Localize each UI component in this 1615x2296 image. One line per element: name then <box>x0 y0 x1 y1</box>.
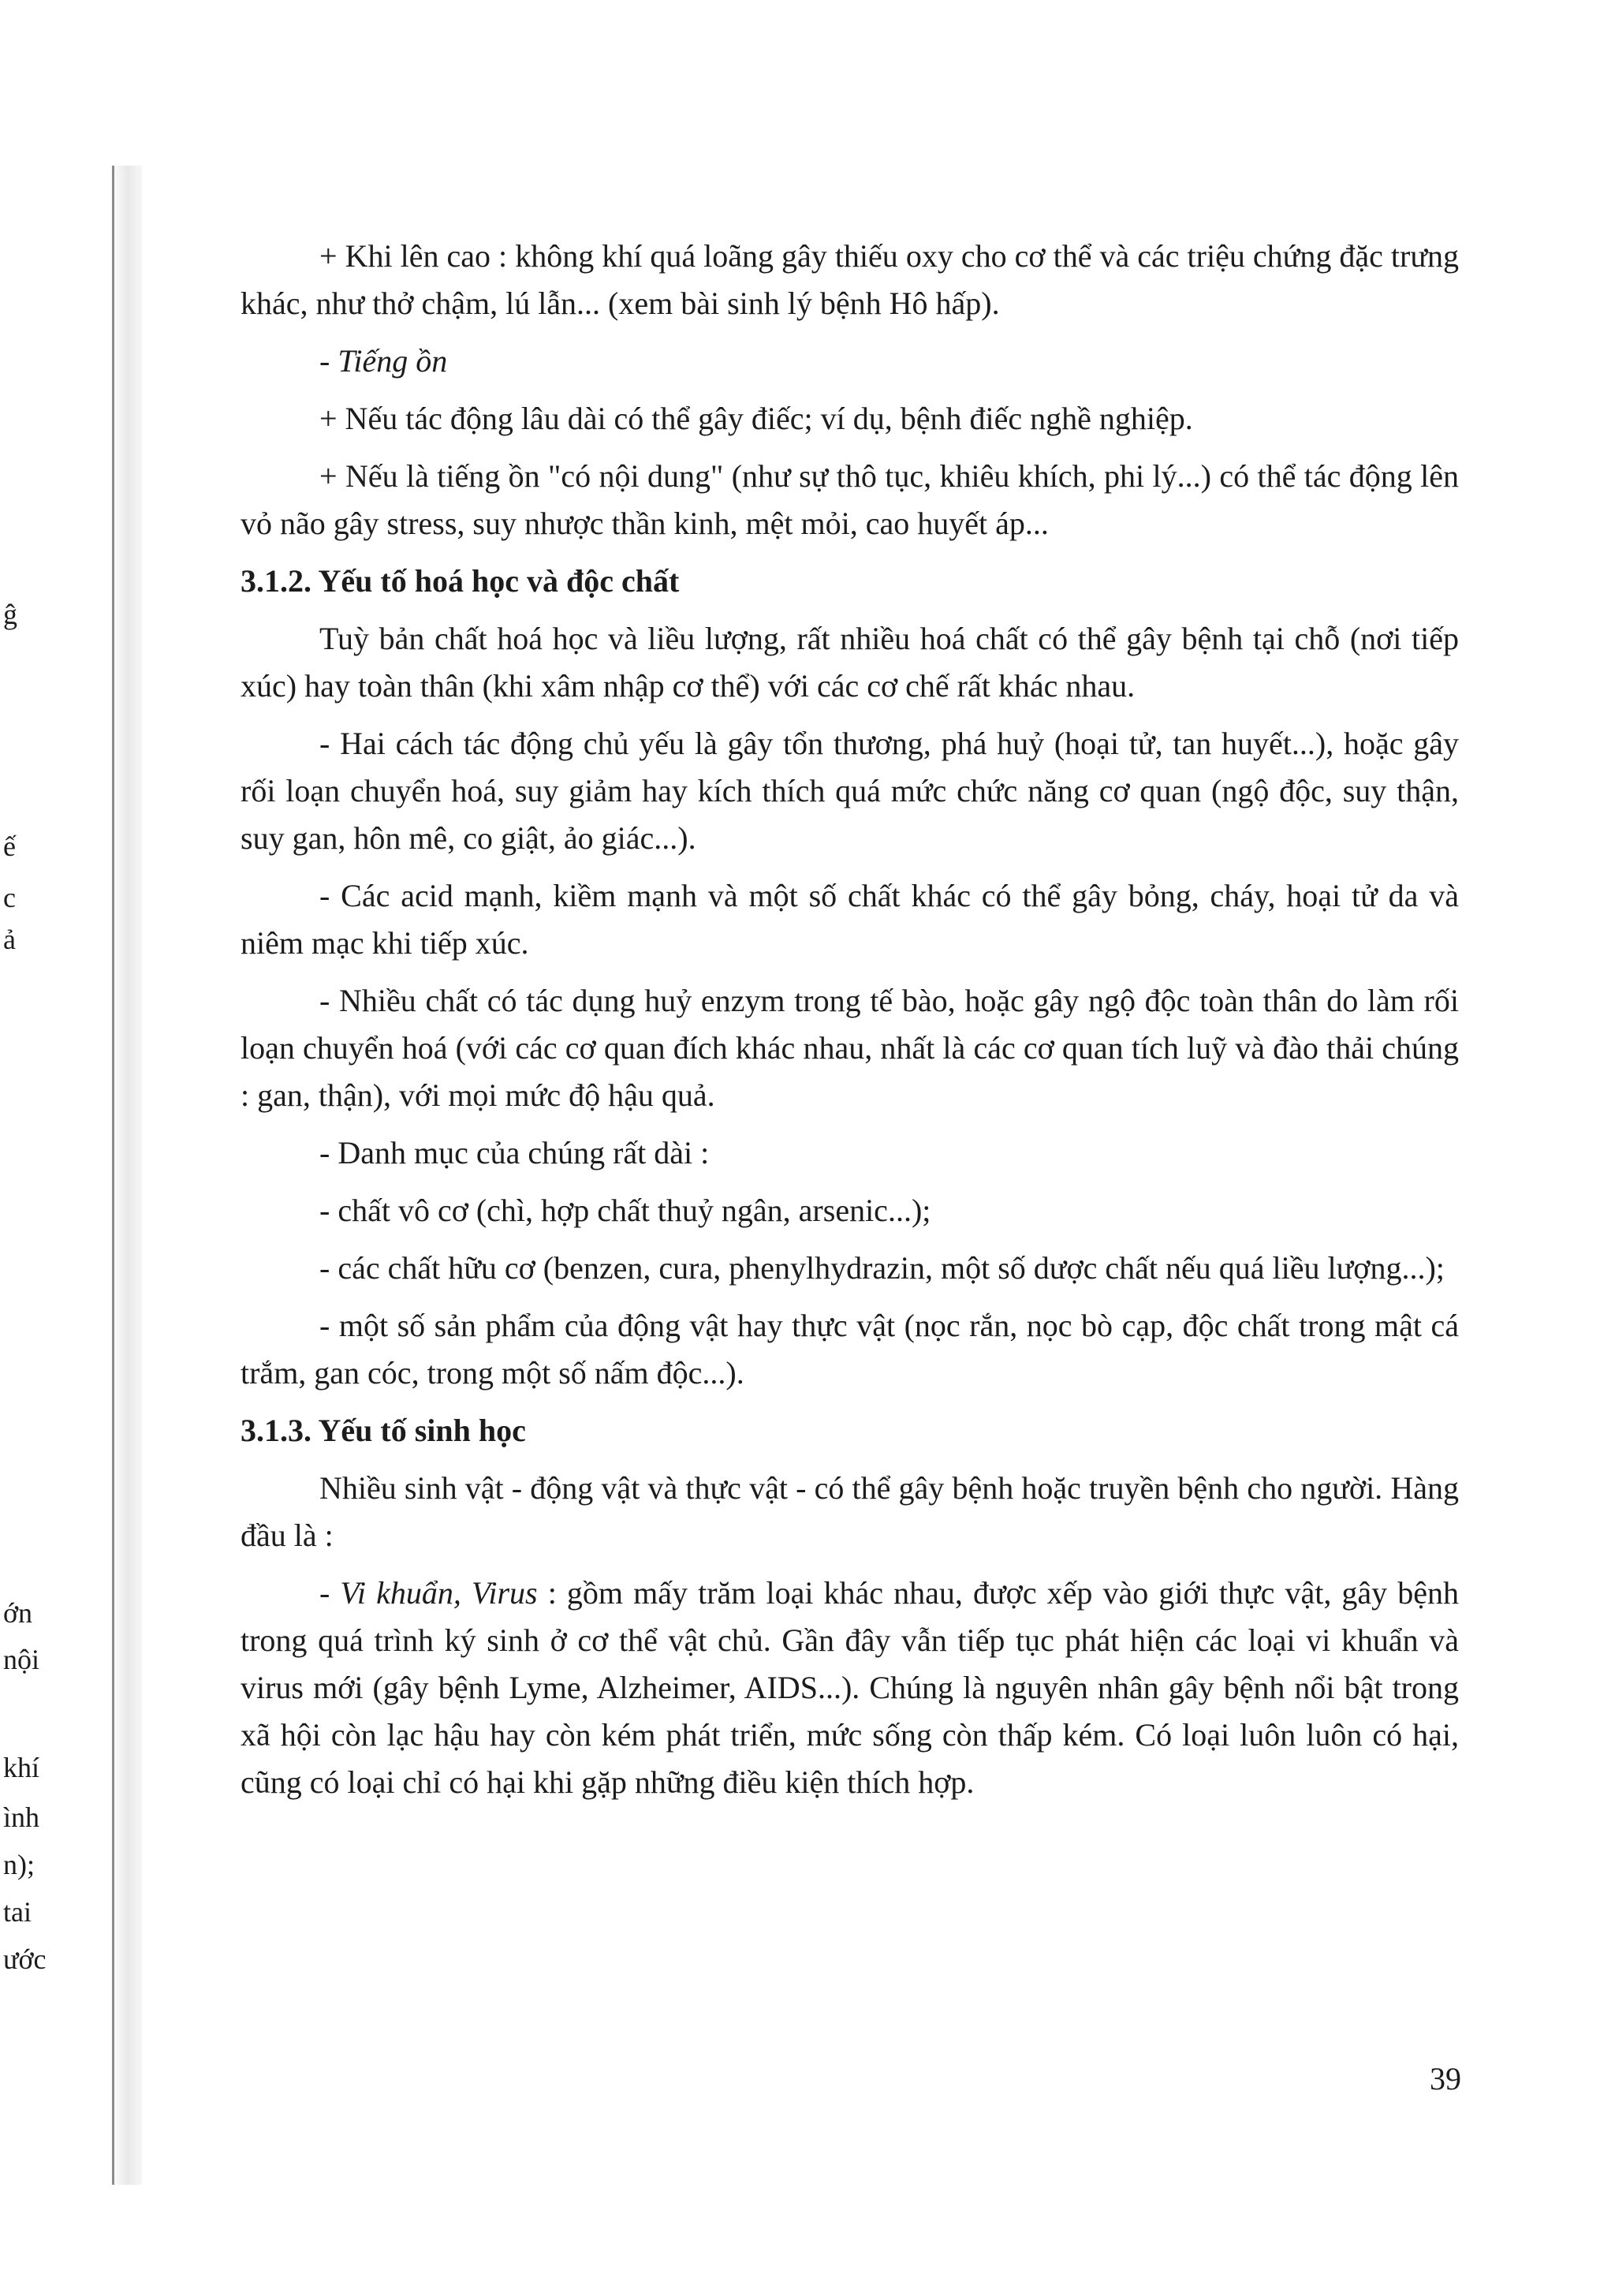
paragraph-noise-content: + Nếu là tiếng ồn "có nội dung" (như sự thô tục, khiêu khích, phi lý...) có thể tác động lên vỏ não gây stress, suy nhược thần kinh, mệt mỏi, cao huyết áp... <box>241 458 1459 541</box>
paragraph-biological-intro: Nhiều sinh vật - động vật và thực vật - có thể gây bệnh hoặc truyền bệnh cho người. Hàng đầu là : <box>241 1470 1459 1553</box>
list-item-organic: - các chất hữu cơ (benzen, cura, phenylhydrazin, một số dược chất nếu quá liều lượng...); <box>319 1250 1445 1286</box>
paragraph-chemical-mechanisms: - Hai cách tác động chủ yếu là gây tổn thương, phá huỷ (hoại tử, tan huyết...), hoặc gây rối loạn chuyển hoá, suy giảm hay kích thích quá mức chức năng cơ quan (ngộ độc, suy thận, suy gan, hôn mê, co giật, ảo giác...). <box>241 726 1459 856</box>
margin-fragment: c <box>3 882 16 913</box>
binding-shadow <box>110 166 142 2185</box>
margin-fragment: tai <box>3 1896 32 1928</box>
margin-fragment: n); <box>3 1849 35 1880</box>
subheading-noise: - Tiếng ồn <box>319 343 448 379</box>
paragraph-noise-deafness: + Nếu tác động lâu dài có thể gây điếc; ví dụ, bệnh điếc nghề nghiệp. <box>319 401 1193 436</box>
bacteria-virus-description: : gồm mấy trăm loại khác nhau, được xếp vào giới thực vật, gây bệnh trong quá trình ký sinh ở cơ thể vật chủ. Gần đây vẫn tiếp tục phát hiện các loại vi khuẩn và virus mới (gây bệnh Lyme, Alzheimer, AIDS...). Chúng là nguyên nhân gây bệnh nổi bật trong xã hội còn lạc hậu hay còn kém phát triển, mức sống còn thấp kém. Có loại luôn luôn có hại, cũng có loại chỉ có hại khi gặp những điều kiện thích hợp. <box>241 1575 1459 1800</box>
margin-fragment: khí <box>3 1752 40 1783</box>
section-heading-3-1-2: 3.1.2. Yếu tố hoá học và độc chất <box>241 563 680 599</box>
margin-fragment: ước <box>3 1943 47 1975</box>
margin-fragment: ình <box>3 1801 40 1833</box>
paragraph-bacteria-virus <box>241 1570 1459 1806</box>
page-edge-line <box>112 166 114 2185</box>
list-item-animal-plant: - một số sản phẩm của động vật hay thực vật (nọc rắn, nọc bò cạp, độc chất trong mật cá trắm, gan cóc, trong một số nấm độc...). <box>241 1308 1459 1391</box>
paragraph-list-intro: - Danh mục của chúng rất dài : <box>319 1135 710 1170</box>
margin-fragment: ế <box>3 831 16 862</box>
margin-fragment: nội <box>3 1644 40 1675</box>
term-bacteria-virus: - Vi khuẩn, Virus <box>319 1575 538 1611</box>
paragraph-acids-bases: - Các acid mạnh, kiềm mạnh và một số chất khác có thể gây bỏng, cháy, hoại tử da và niêm mạc khi tiếp xúc. <box>241 878 1459 961</box>
paragraph-altitude: + Khi lên cao : không khí quá loãng gây thiếu oxy cho cơ thể và các triệu chứng đặc trưng khác, như thở chậm, lú lẫn... (xem bài sinh lý bệnh Hô hấp). <box>241 238 1459 321</box>
margin-fragment: ớn <box>3 1597 33 1629</box>
section-heading-3-1-3: 3.1.3. Yếu tố sinh học <box>241 1413 526 1448</box>
margin-fragment: ả <box>3 924 16 955</box>
page-body <box>241 233 1459 1816</box>
margin-fragment: ĝ <box>3 599 17 630</box>
page-number: 39 <box>1430 2061 1461 2096</box>
list-item-inorganic: - chất vô cơ (chì, hợp chất thuỷ ngân, arsenic...); <box>319 1193 931 1228</box>
paragraph-chemical-intro: Tuỳ bản chất hoá học và liều lượng, rất nhiều hoá chất có thể gây bệnh tại chỗ (nơi tiếp xúc) hay toàn thân (khi xâm nhập cơ thể) với các cơ chế rất khác nhau. <box>241 621 1459 704</box>
paragraph-enzyme-poisoning: - Nhiều chất có tác dụng huỷ enzym trong tế bào, hoặc gây ngộ độc toàn thân do làm rối loạn chuyển hoá (với các cơ quan đích khác nhau, nhất là các cơ quan tích luỹ và đào thải chúng : gan, thận), với mọi mức độ hậu quả. <box>241 983 1459 1113</box>
